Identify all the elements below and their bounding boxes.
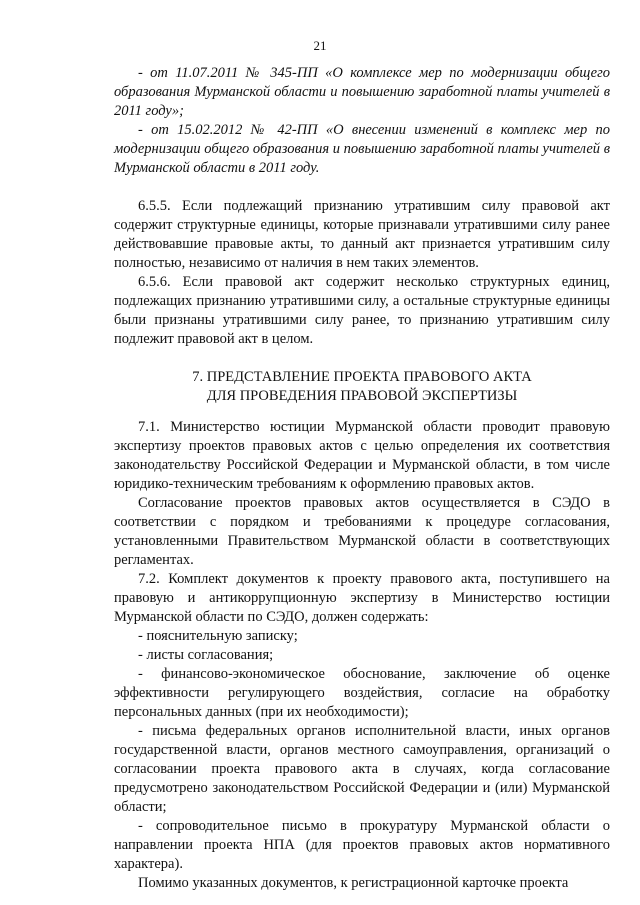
list-item: - письма федеральных органов исполнительной власти, иных органов государственной власти, органов местного самоуправления, организаций о согласовании проекта правового акта в случаях, когда согласование предусмотрено законодательством Российской Федерации и (или) Мурманской области; [114,723,610,815]
section-heading-line2: ДЛЯ ПРОВЕДЕНИЯ ПРАВОВОЙ ЭКСПЕРТИЗЫ [206,388,518,404]
list-item: - листы согласования; [138,647,274,663]
paragraph-7-2: 7.2. Комплект документов к проекту правового акта, поступившего на правовую и антикоррупционную экспертизу в Министерство юстиции Мурманской области по СЭДО, должен содержать: [114,571,610,625]
paragraph-7-1: 7.1. Министерство юстиции Мурманской области проводит правовую экспертизу проектов правовых актов с целью определения их соответствия законодательству Российской Федерации и Мурманской области, в том числе юридико-техническим требованиям к оформлению правовых актов. [114,419,610,492]
list-item: - финансово-экономическое обоснование, заключение об оценке эффективности регулирующего воздействия, согласие на обработку персональных данных (при их необходимости); [114,666,610,720]
intro-item: - от 15.02.2012 № 42-ПП «О внесении изменений в комплекс мер по модернизации общего образования и повышению заработной платы учителей в Мурманской области в 2011 году. [114,122,610,176]
section-heading-line1: 7. ПРЕДСТАВЛЕНИЕ ПРОЕКТА ПРАВОВОГО АКТА [192,369,532,385]
paragraph-6-5-6: 6.5.6. Если правовой акт содержит несколько структурных единиц, подлежащих признанию утратившими силу, а остальные структурные единицы были признаны утратившими силу ранее, то признанию утратившим силу подлежит правовой акт в целом. [114,274,610,347]
document-body [114,64,610,893]
intro-item: - от 11.07.2011 № 345-ПП «О комплексе мер по модернизации общего образования Мурманской области и повышению заработной платы учителей в 2011 году»; [114,65,610,119]
list-item: - сопроводительное письмо в прокуратуру Мурманской области о направлении проекта НПА (для проектов правовых актов нормативного характера). [114,818,610,872]
paragraph-6-5-5: 6.5.5. Если подлежащий признанию утратившим силу правовой акт содержит структурные единицы, которые признавали утратившими силу ранее действовавшие правовые акты, то данный акт признается утратившим силу полностью, независимо от наличия в нем таких элементов. [114,198,610,271]
paragraph-approval: Согласование проектов правовых актов осуществляется в СЭДО в соответствии с порядком и требованиями к процедуре согласования, установленными Правительством Мурманской области в соответствующих регламентах. [114,495,610,568]
page-number: 21 [313,38,327,53]
list-item: - пояснительную записку; [138,628,298,644]
final-paragraph: Помимо указанных документов, к регистрационной карточке проекта [138,875,569,891]
